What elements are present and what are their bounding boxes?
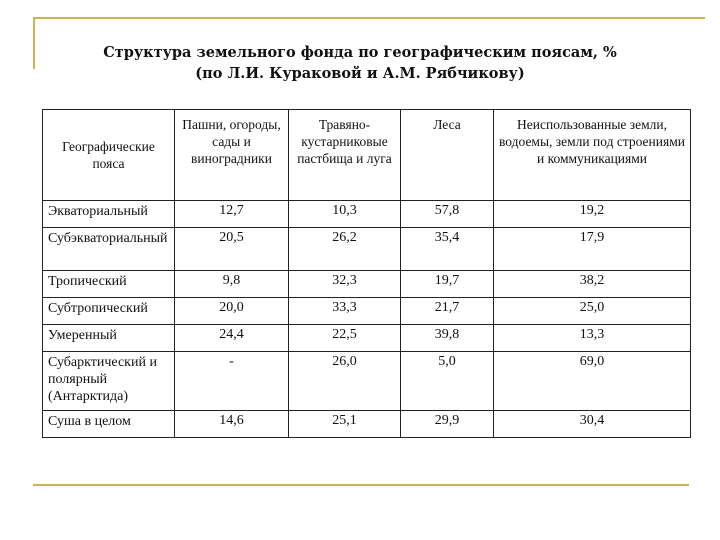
header-arable: Пашни, огороды, сады и виноградники [175, 110, 289, 201]
page-title [60, 42, 660, 84]
zone-cell: Умеренный [43, 325, 175, 352]
table-row [43, 201, 691, 228]
forests-cell: 5,0 [401, 352, 494, 411]
zone-cell: Экваториальный [43, 201, 175, 228]
table-row [43, 411, 691, 438]
forests-cell: 39,8 [401, 325, 494, 352]
header-unused-lands: Неиспользованные земли, водоемы, земли под строениями и коммуникациями [494, 110, 691, 201]
pastures-cell: 22,5 [289, 325, 401, 352]
forests-cell: 35,4 [401, 228, 494, 271]
land-fund-table [42, 109, 691, 438]
arable-cell: 20,5 [175, 228, 289, 271]
header-pastures: Травяно-кустарниковые пастбища и луга [289, 110, 401, 201]
title-line-2: (по Л.И. Кураковой и А.М. Рябчикову) [195, 65, 525, 82]
unused-cell: 19,2 [494, 201, 691, 228]
pastures-cell: 26,2 [289, 228, 401, 271]
title-line-1: Структура земельного фонда по географическим поясам, % [103, 44, 617, 61]
arable-cell: 20,0 [175, 298, 289, 325]
table-row [43, 325, 691, 352]
frame-bottom-line [33, 484, 689, 486]
unused-cell: 25,0 [494, 298, 691, 325]
pastures-cell: 10,3 [289, 201, 401, 228]
table-row [43, 352, 691, 411]
forests-cell: 21,7 [401, 298, 494, 325]
forests-cell: 19,7 [401, 271, 494, 298]
header-forests: Леса [401, 110, 494, 201]
arable-cell: 14,6 [175, 411, 289, 438]
unused-cell: 17,9 [494, 228, 691, 271]
unused-cell: 38,2 [494, 271, 691, 298]
unused-cell: 69,0 [494, 352, 691, 411]
pastures-cell: 25,1 [289, 411, 401, 438]
header-zones: Географические пояса [43, 110, 175, 201]
zone-cell: Субарктический и полярный (Антарктида) [43, 352, 175, 411]
forests-cell: 57,8 [401, 201, 494, 228]
zone-cell: Суша в целом [43, 411, 175, 438]
arable-cell: 24,4 [175, 325, 289, 352]
zone-cell: Тропический [43, 271, 175, 298]
zone-cell: Субэкваториальный [43, 228, 175, 271]
table-row [43, 228, 691, 271]
arable-cell: - [175, 352, 289, 411]
pastures-cell: 33,3 [289, 298, 401, 325]
table-header-row [43, 110, 691, 201]
arable-cell: 12,7 [175, 201, 289, 228]
forests-cell: 29,9 [401, 411, 494, 438]
frame-top-line [33, 17, 705, 19]
table-row [43, 271, 691, 298]
arable-cell: 9,8 [175, 271, 289, 298]
unused-cell: 13,3 [494, 325, 691, 352]
zone-cell: Субтропический [43, 298, 175, 325]
pastures-cell: 32,3 [289, 271, 401, 298]
table-row [43, 298, 691, 325]
pastures-cell: 26,0 [289, 352, 401, 411]
frame-left-line [33, 17, 35, 69]
unused-cell: 30,4 [494, 411, 691, 438]
